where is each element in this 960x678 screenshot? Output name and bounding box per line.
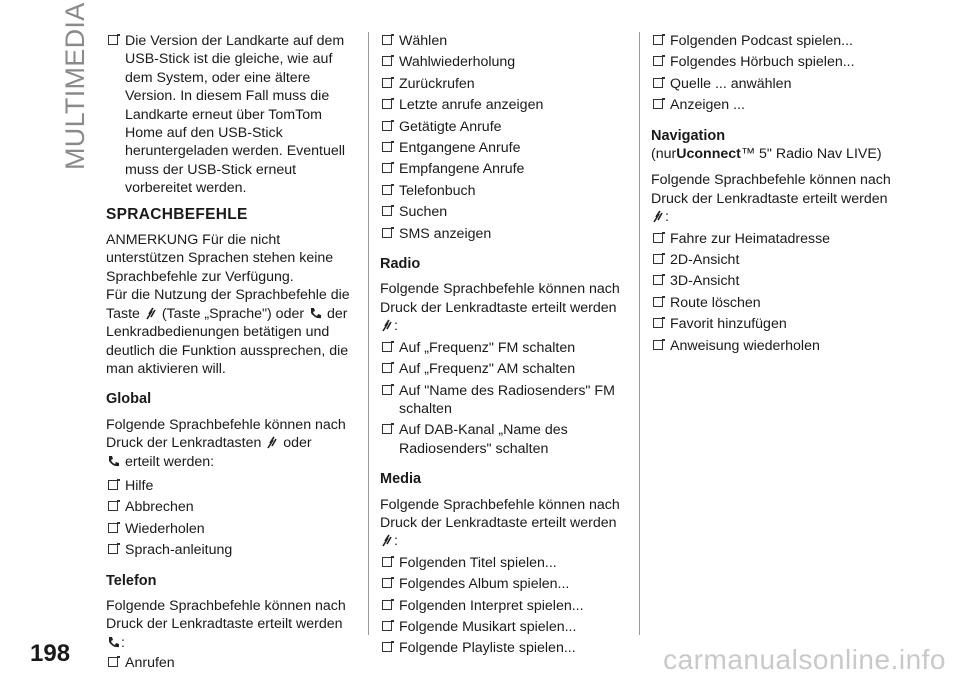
list-item: Folgenden Podcast spielen... [651,32,901,50]
list-item: Abbrechen [106,498,354,516]
column-divider [639,32,640,635]
list-item: Auf „Frequenz" AM schalten [380,360,630,378]
list-item: Folgende Playliste spielen... [380,639,630,657]
checkbox-bullet-icon [382,557,392,567]
phone-icon [309,307,322,320]
note-text: ANMERKUNG Für die nicht unterstützen Sprachen stehen keine Sprachbefehle zur Verfügung. [106,232,334,285]
voice-command-icon [145,305,157,320]
checkbox-bullet-icon [108,501,118,511]
checkbox-bullet-icon [653,275,663,285]
list-item: Folgendes Hörbuch spielen... [651,53,901,71]
list-item: Folgenden Interpret spielen... [380,597,630,615]
list-item: Folgendes Album spielen... [380,575,630,593]
global-intro: Folgende Sprachbefehle können nach Druck der Lenkradtasten oder erteilt werden: [106,416,346,470]
list-item: Wählen [380,32,630,50]
checkbox-bullet-icon [653,340,663,350]
subsection-title-media: Media [380,471,422,488]
media-intro: Folgende Sprachbefehle können nach Druck der Lenkradtaste erteilt werden : [380,496,620,550]
list-item: Favorit hinzufügen [651,315,901,333]
section-label: MULTIMEDIA [60,2,90,170]
checkbox-bullet-icon [653,233,663,243]
navigation-intro: Folgende Sprachbefehle können nach Druck der Lenkradtaste erteilt werden : [651,172,891,226]
checkbox-bullet-icon [653,35,663,45]
checkbox-bullet-icon [382,385,392,395]
list-item: 2D-Ansicht [651,251,901,269]
checkbox-bullet-icon [108,35,118,45]
column-3 [651,32,901,358]
checkbox-bullet-icon [382,600,392,610]
checkbox-bullet-icon [382,578,392,588]
checkbox-bullet-icon [382,185,392,195]
list-item: SMS anzeigen [380,225,630,243]
list-item: Empfangene Anrufe [380,160,630,178]
list-item: Auf DAB-Kanal „Name des Radiosenders" schalten [380,421,630,458]
checkbox-bullet-icon [382,35,392,45]
phone-icon [107,455,120,468]
page-number: 198 [30,640,71,667]
checkbox-bullet-icon [108,544,118,554]
list-item: Wahlwiederholung [380,53,630,71]
list-item: Die Version der Landkarte auf dem USB-Stick ist die gleiche, wie auf dem System, oder eine ältere Version. In diesem Fall muss die Landkarte erneut über TomTom Home auf den USB-Stick heruntergeladen werden. Eventuell muss der USB-Stick erneut vorbereitet werden. [106,32,354,198]
list-item: Fahre zur Heimatadresse [651,230,901,248]
telefon-intro: Folgende Sprachbefehle können nach Druck der Lenkradtaste erteilt werden : [106,597,346,651]
checkbox-bullet-icon [382,363,392,373]
subsection-title-radio: Radio [380,256,421,273]
list-item: Anweisung wiederholen [651,337,901,355]
list-item: Anzeigen ... [651,96,901,114]
sidebar [0,0,90,678]
voice-command-icon [381,532,393,547]
phone-icon [107,636,120,649]
column-divider [368,32,369,635]
radio-intro: Folgende Sprachbefehle können nach Druck der Lenkradtaste erteilt werden : [380,281,620,335]
column-2 [380,32,630,661]
voice-command-icon [652,208,664,223]
checkbox-bullet-icon [653,318,663,328]
voice-command-icon [381,317,393,332]
list-item: Entgangene Anrufe [380,139,630,157]
checkbox-bullet-icon [382,621,392,631]
voice-command-icon [266,434,278,449]
checkbox-bullet-icon [382,342,392,352]
checkbox-bullet-icon [382,78,392,88]
checkbox-bullet-icon [108,480,118,490]
checkbox-bullet-icon [382,121,392,131]
subsection-title-telefon: Telefon [106,572,157,589]
checkbox-bullet-icon [382,642,392,652]
navigation-subtitle: (nurUconnect™ 5" Radio Nav LIVE) [651,146,882,163]
subsection-title-global: Global [106,391,152,408]
list-item: Hilfe [106,477,354,495]
checkbox-bullet-icon [382,142,392,152]
section-heading: SPRACHBEFEHLE [106,205,248,223]
list-item: Zurückrufen [380,75,630,93]
list-item: Telefonbuch [380,182,630,200]
column-1 [106,32,354,676]
list-item: Folgende Musikart spielen... [380,618,630,636]
list-item: Wiederholen [106,520,354,538]
list-item: Suchen [380,203,630,221]
list-item: Letzte anrufe anzeigen [380,96,630,114]
list-item: Quelle ... anwählen [651,75,901,93]
list-item: Auf „Frequenz" FM schalten [380,339,630,357]
list-item: Folgenden Titel spielen... [380,554,630,572]
checkbox-bullet-icon [653,254,663,264]
checkbox-bullet-icon [382,228,392,238]
checkbox-bullet-icon [653,297,663,307]
checkbox-bullet-icon [108,523,118,533]
checkbox-bullet-icon [653,99,663,109]
usage-text: Für die Nutzung der Sprachbefehle die Taste (Taste „Sprache") oder der Lenkradbedienungen betätigen und deutlich die Funktion aussprechen, die man aktivieren will. [106,287,350,377]
checkbox-bullet-icon [382,206,392,216]
watermark: carmanualsonline.info [663,644,946,675]
subsection-title-navigation: Navigation [651,127,726,144]
list-item: Route löschen [651,294,901,312]
checkbox-bullet-icon [108,657,118,667]
checkbox-bullet-icon [382,99,392,109]
list-item: Sprach-anleitung [106,541,354,559]
checkbox-bullet-icon [382,56,392,66]
list-item: Anrufen [106,654,354,672]
list-item: 3D-Ansicht [651,272,901,290]
checkbox-bullet-icon [382,163,392,173]
checkbox-bullet-icon [382,424,392,434]
list-item: Getätigte Anrufe [380,118,630,136]
checkbox-bullet-icon [653,78,663,88]
checkbox-bullet-icon [653,56,663,66]
list-item: Auf "Name des Radiosenders" FM schalten [380,382,630,419]
